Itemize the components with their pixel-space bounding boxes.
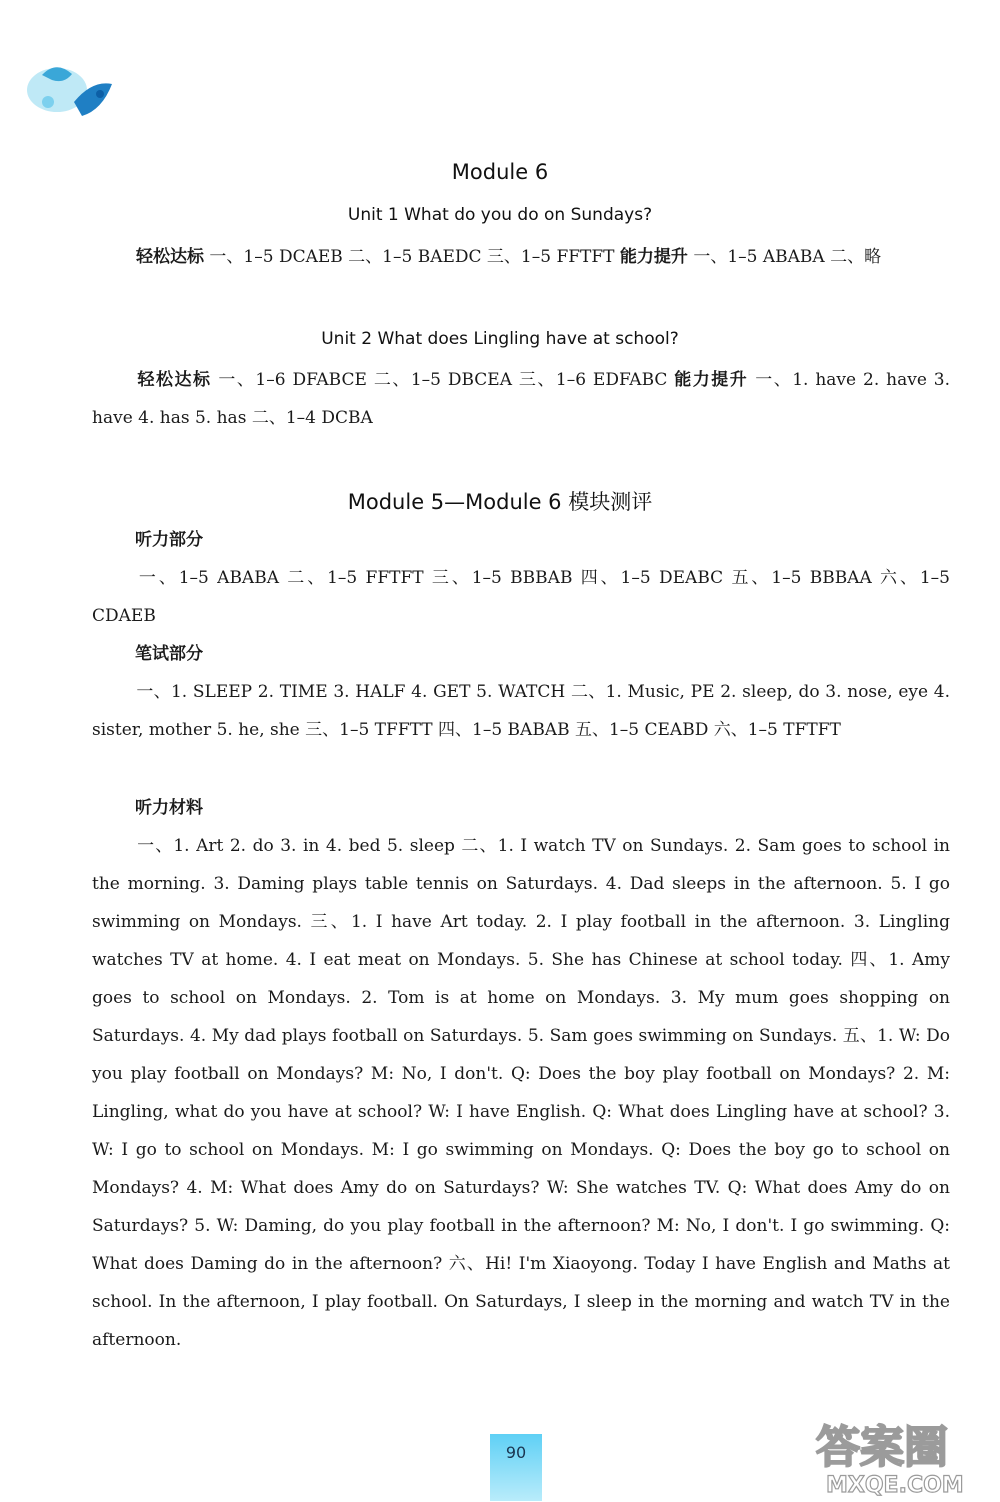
page-number: 90 [505,1443,527,1462]
module-test-title: Module 5—Module 6 模块测评 [347,490,653,514]
unit1-title: Unit 1 What do you do on Sundays? [347,205,653,225]
listening-material [92,827,950,1359]
unit1-answers [92,238,950,276]
listening-answers-text: 一、1–5 ABABA 二、1–5 FFTFT 三、1–5 BBBAB 四、1–5 DEABC 五、1–5 BBBAA 六、1–5 CDAEB [92,568,950,626]
unit2-improve-label: 能力提升 [674,370,749,390]
unit1-easy-label: 轻松达标 [136,247,204,267]
watermark-logo [808,1412,998,1498]
written-answers-text: 一、1. SLEEP 2. TIME 3. HALF 4. GET 5. WATCH 二、1. Music, PE 2. sleep, do 3. nose, eye 4. sister, mother 5. he, she 三、1–5 TFFTT 四、1–5 BABAB 五、1–5 CEABD 六、1–5 TFTFT [92,682,950,740]
written-heading: 笔试部分 [135,644,203,664]
listening-answers [92,559,950,635]
unit1-improve-answers: 一、1–5 ABABA 二、略 [687,247,882,267]
unit2-title: Unit 2 What does Lingling have at school? [321,329,679,349]
svg-text:答案圈: 答案圈 [816,1422,948,1473]
listening-material-text: 一、1. Art 2. do 3. in 4. bed 5. sleep 二、1. I watch TV on Sundays. 2. Sam goes to school in the morning. 3. Daming plays table tennis on Saturdays. 4. Dad sleeps in the afternoon. 5. I go swimming on Mondays. 三、1. I have Art today. 2. I play football in the afternoon. 3. Lingling watches TV at home. 4. I eat meat on Mondays. 5. She has Chinese at school today. 四、1. Amy goes to school on Mondays. 2. Tom is at home on Mondays. 3. My mum goes shopping on Saturdays. 4. My dad plays football on Saturdays. 5. Sam goes swimming on Sundays. 五、1. W: Do you play football on Mondays? M: No, I don't. Q: Does the boy play football on Mondays? 2. M: Lingling, what do you have at school? W: I have English. Q: What does Lingling have at school? 3. W: I go to school on Mondays. M: I go swimming on Mondays. Q: Does the boy go to school on Mondays? 4. M: What does Amy do on Saturdays? W: She watches TV. Q: What does Amy do on Saturdays? 5. W: Daming, do you play football in the afternoon? M: No, I don't. I go swimming. Q: What does Daming do in the afternoon? 六、Hi! I'm Xiaoyong. Today I have English and Maths at school. In the afternoon, I play football. On Saturdays, I sleep in the morning and watch TV in the afternoon. [92,836,950,1350]
page-number-tab [490,1434,542,1501]
written-answers [92,673,950,749]
unit2-improve-answers: 一、1. have 2. have 3. have 4. has 5. has 二、1–4 DCBA [92,370,950,428]
corner-logo [12,40,122,130]
listening-material-heading: 听力材料 [135,798,203,818]
module-title: Module 6 [451,160,549,184]
unit1-easy-answers: 一、1–5 DCAEB 二、1–5 BAEDC 三、1–5 FFTFT [204,247,620,267]
unit2-easy-label: 轻松达标 [136,370,212,390]
unit2-answers [92,361,950,437]
listening-heading: 听力部分 [135,530,203,550]
unit1-improve-label: 能力提升 [619,247,688,267]
unit2-easy-answers: 一、1–6 DFABCE 二、1–5 DBCEA 三、1–6 EDFABC [211,370,675,390]
svg-text:MXQE.COM: MXQE.COM [826,1473,964,1498]
